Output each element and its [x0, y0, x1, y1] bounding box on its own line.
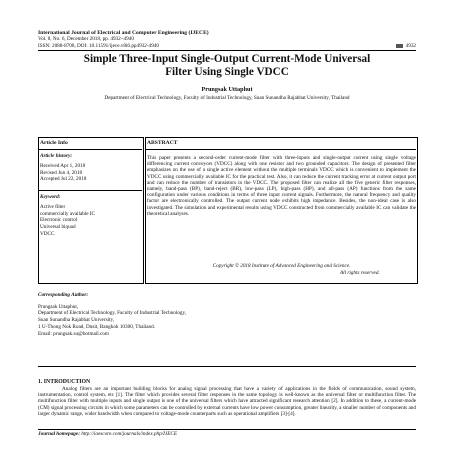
corresponding-author — [38, 292, 416, 337]
keyword-rule — [38, 190, 142, 191]
introduction-body — [38, 386, 416, 417]
history-received: Received Apr 1, 2018 — [40, 162, 86, 169]
keyword-item: VDCC — [40, 230, 55, 237]
keyword-item: Universal biquad — [40, 224, 76, 231]
paper-title — [38, 53, 416, 79]
journal-name: International Journal of Electrical and Computer Engineering (IJECE) — [38, 30, 209, 36]
keyword-item: Active filter — [40, 203, 66, 210]
journal-header — [38, 30, 416, 49]
author-affiliation: Department of Electrical Technology, Faculty of Industrial Technology, Suan Sunandha Rajabhat University, Thailand — [104, 95, 350, 101]
article-info-heading: Article Info — [40, 140, 68, 146]
keyword-item: commercially available IC — [40, 210, 96, 217]
corresponding-line: 1 U-Thong Nok Road, Dusit, Bangkok 10300, Thailand. — [38, 323, 156, 330]
history-revised: Revised Jun 4, 2018 — [40, 169, 83, 176]
copyright-line: Copyright © 2018 Institute of Advanced Engineering and Science. — [212, 263, 351, 269]
abstract-rule — [145, 149, 416, 150]
corresponding-email: Email: prungsak.su@hotmail.com — [38, 330, 109, 337]
corresponding-line: Department of Electrical Technology, Faculty of Industrial Technology, — [38, 310, 187, 317]
corresponding-line: Prungsak Uttaphut, — [38, 303, 79, 310]
page-number: 4932 — [405, 42, 416, 49]
footer-label: Journal homepage: — [38, 431, 80, 437]
keyword-list — [40, 194, 140, 238]
history-accepted: Accepted Jul 22, 2018 — [40, 176, 87, 183]
footer-url: http://iaescore.com/journals/index.php/IJECE — [81, 431, 177, 437]
rights-line: All rights reserved. — [340, 270, 380, 276]
title-line-1: Simple Three-Input Single-Output Current-Mode Universal — [83, 53, 371, 65]
article-history-label: Article history: — [40, 153, 73, 159]
corresponding-heading: Corresponding Author: — [38, 292, 89, 298]
abstract-text: This paper presents a second-order current-mode filter with three-inputs and single-output current using single voltage differencing current conveyors (VDCC) along with one resistor and two grounded capacitors. The design of presented filter emphasizes on the use of a single active element without the multiple terminals VDCC which is convenient to implement the VDCC using commercially available IC for the practical test. Also, it can reduce the current tracking error at current output port and can reduce the number of transistors in the VDCC. The proposed filter can realize all the five generic filter responses, namely, band-pass (BP), band-reject (BR), low-pass (LP), high-pass (HP), and all-pass (AP) functions from the same configuration under various conditions in terms of three input current signals. Furthermore, the natural frequency and quality factor are electronically controlled. The output current node exhibits high impedance. Besides, the non-ideal case is also investigated. The simulation and experimental results using VDCC constructed from commercially available IC can validate the theoretical analyses. — [147, 155, 416, 217]
journal-issn: ISSN: 2088-8708, DOI: 10.11591/ijece.v8i6.pp4932-4940 — [38, 42, 159, 49]
title-line-2: Filter Using Single VDCC — [165, 66, 289, 78]
journal-footer — [38, 431, 416, 437]
corresponding-rule — [38, 366, 416, 367]
abstract-heading: ABSTRACT — [147, 140, 178, 146]
keyword-item: Electronic control — [40, 217, 78, 224]
article-info-rule — [38, 149, 142, 150]
journal-logo-icon — [396, 44, 403, 48]
section-heading: 1. INTRODUCTION — [38, 379, 91, 385]
keyword-label: Keyword: — [40, 194, 61, 200]
intro-paragraph-1: Analog filters are an important building blocks for analog signal processing that have a variety of applications in the fields of communication, sound system, instrumentation, control system, etc [1]. The filter which provides several filter responses in the same topology is well-known as the universal filter or multifunction filter. The multifunction filter with multiple inputs and single output is one of the universal filters which have attracted significant research attention [2]. In addition to these, a current-mode (CM) signal processing circuits in which some parameters can be controlled by external currents have low power consumption, greater linearity, a smaller number of components and larger dynamic range, wider bandwidth when compared to voltage-mode counterparts such as operational amplifiers [3]-[4]. — [38, 386, 416, 417]
author-name: Prungsak Uttaphut — [201, 86, 253, 93]
journal-volume: Vol. 8, No. 6, December 2018, pp. 4932~4940 — [38, 36, 134, 43]
footer-rule — [38, 429, 416, 430]
corresponding-line: Suan Sunandha Rajabhat University, — [38, 317, 115, 324]
article-history — [40, 153, 140, 183]
header-rule — [38, 50, 416, 51]
